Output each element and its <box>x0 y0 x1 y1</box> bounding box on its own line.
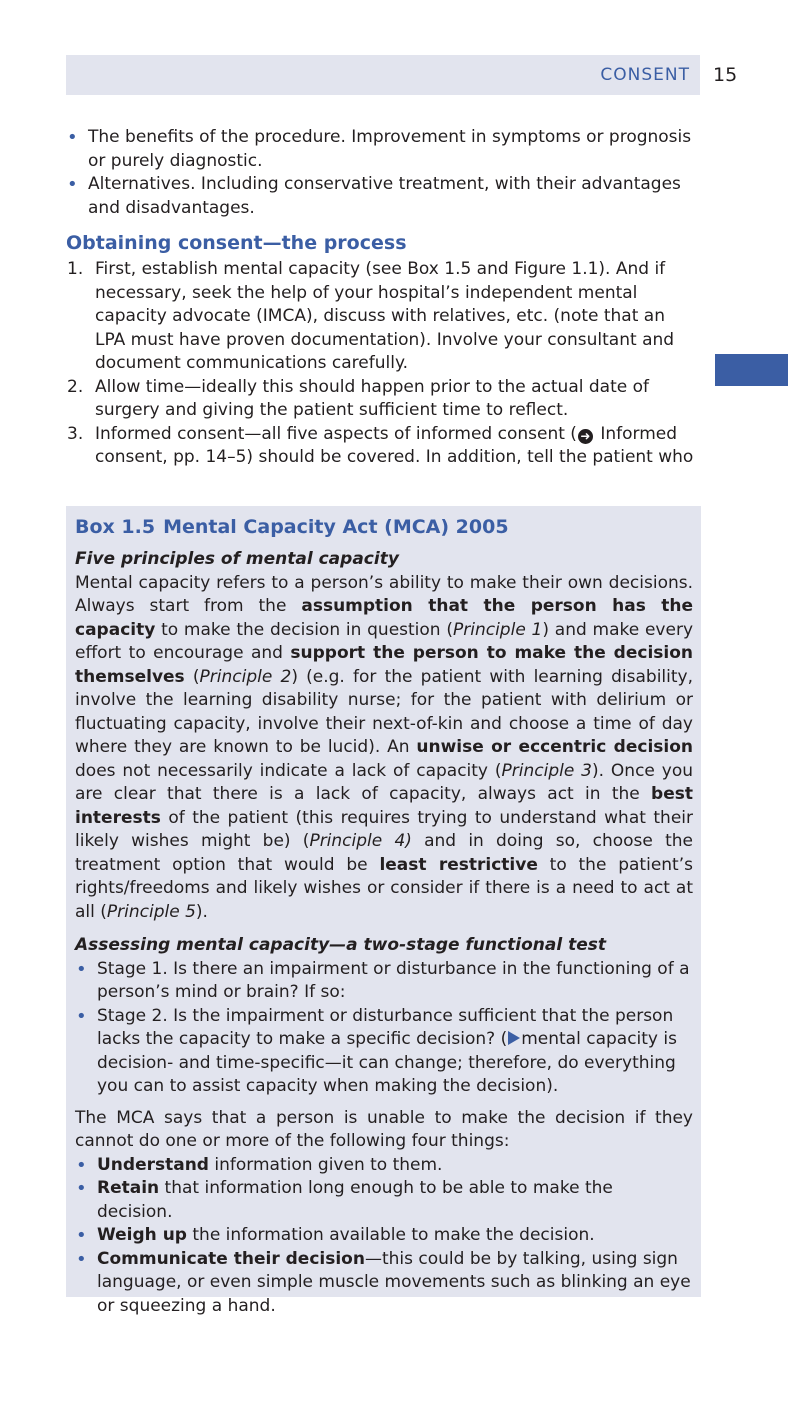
text-run: to the patient’s rights/freedoms and likely wishes or consider if there is a need to act at all ( <box>75 854 693 922</box>
step-number: 1. <box>67 259 84 279</box>
text-run: mental capacity is decision- and time-specific—it can change; therefore, do everything you can to assist capacity when making the decision). <box>97 1029 677 1096</box>
list-item <box>66 258 700 376</box>
emphasis: Communicate their decision <box>97 1248 365 1269</box>
step-number: 3. <box>67 423 84 444</box>
text-run: to make the decision in question ( <box>155 619 453 640</box>
list-item <box>75 1248 693 1319</box>
section-heading: Obtaining consent—the process <box>66 232 407 254</box>
chapter-thumb-tab <box>715 354 788 386</box>
principle-ref: Principle 1 <box>453 619 543 640</box>
text-run: ). <box>195 901 208 922</box>
list-item <box>66 376 700 423</box>
text-run: does not necessarily indicate a lack of capacity ( <box>75 760 502 781</box>
mca-intro-paragraph: The MCA says that a person is unable to make the decision if they cannot do one or more of the following four things: <box>75 1107 693 1151</box>
text-run: ( <box>184 666 200 687</box>
list-item <box>66 423 700 470</box>
step-text: Allow time—ideally this should happen prior to the actual date of surgery and giving the patient sufficient time to reflect. <box>95 376 649 420</box>
key-point-triangle-icon <box>508 1031 520 1045</box>
text-run: ) (e.g. for the patient with learning disability, involve the learning disability nurse; for the patient with delirium or fluctuating capacity, involve their next-of-kin and choose a time of day where they are known to be lucid). An <box>75 666 693 757</box>
running-header <box>66 55 700 95</box>
principle-ref: Principle 2 <box>199 666 292 687</box>
principles-heading: Five principles of mental capacity <box>75 549 399 569</box>
process-steps-list <box>66 258 700 470</box>
text-run: Mental capacity refers to a person’s ability to make their own decisions. Always start from the <box>75 572 693 616</box>
step-text: First, establish mental capacity (see Box 1.5 and Figure 1.1). And if necessary, seek the help of your hospital’s independent mental capacity advocate (IMCA), discuss with relatives, etc. (note that an LPA must have proven documentation). Involve your consultant and document communications carefully. <box>95 259 675 373</box>
main-text <box>66 126 700 470</box>
box-title <box>75 512 693 542</box>
emphasis: least restrictive <box>379 854 538 875</box>
text-run: ) and make every effort to encourage and <box>75 619 694 663</box>
principle-ref: Principle 4) <box>309 831 412 851</box>
stages-list <box>75 958 693 1099</box>
emphasis: best interests <box>75 784 693 828</box>
box-number: Box 1.5 <box>75 516 156 538</box>
step-text: Informed consent, pp. 14–5) should be covered. In addition, tell the patient who <box>95 423 694 467</box>
text-run: —this could be by talking, using sign language, or even simple muscle movements such as blinking an eye or squeezing a hand. <box>97 1248 691 1316</box>
assessing-heading: Assessing mental capacity—a two-stage functional test <box>75 935 606 955</box>
text-run: the information available to make the decision. <box>186 1225 595 1245</box>
emphasis: Weigh up <box>97 1225 187 1245</box>
principles-paragraph <box>75 572 693 925</box>
emphasis: Understand <box>97 1154 209 1175</box>
text-run: Stage 2. Is the impairment or disturbance sufficient that the person lacks the capacity to make a specific decision? ( <box>97 1005 674 1049</box>
list-item <box>75 1177 693 1224</box>
emphasis: support the person to make the decision themselves <box>75 643 693 687</box>
text-run: that information long enough to be able to make the decision. <box>97 1178 613 1222</box>
emphasis: unwise or eccentric decision <box>416 737 693 757</box>
step-number: 2. <box>67 376 84 397</box>
principle-ref: Principle 5 <box>106 901 196 922</box>
box-title-text: Mental Capacity Act (MCA) 2005 <box>163 516 509 538</box>
list-item: • Alternatives. Including conservative treatment, with their advantages and disadvantages. <box>66 173 700 220</box>
step-text: Informed consent—all five aspects of informed consent ( <box>95 423 577 444</box>
intro-bullet-list <box>66 126 700 220</box>
running-header-section: CONSENT <box>600 65 690 85</box>
page-number: 15 <box>713 64 738 86</box>
list-item <box>75 1005 693 1099</box>
list-item <box>75 1224 693 1248</box>
list-item: • Stage 1. Is there an impairment or disturbance in the functioning of a person’s mind or brain? If so: <box>75 958 693 1005</box>
mca-info-box <box>66 506 701 1316</box>
text-run: and in doing so, choose the treatment option that would be <box>75 831 693 875</box>
principle-ref: Principle 3 <box>501 760 592 781</box>
emphasis: assumption that the person has the capacity <box>75 596 694 640</box>
text-run: ). Once you are clear that there is a lack of capacity, always act in the <box>75 760 693 804</box>
text-run: information given to them. <box>208 1154 443 1175</box>
emphasis: Retain <box>97 1178 160 1198</box>
list-item <box>75 1154 693 1178</box>
list-item: • The benefits of the procedure. Improvement in symptoms or prognosis or purely diagnostic. <box>66 126 700 173</box>
text-run: of the patient (this requires trying to understand what their likely wishes might be) ( <box>75 807 693 851</box>
cross-reference-arrow-icon: ➜ <box>578 429 593 444</box>
four-things-list <box>75 1154 693 1319</box>
